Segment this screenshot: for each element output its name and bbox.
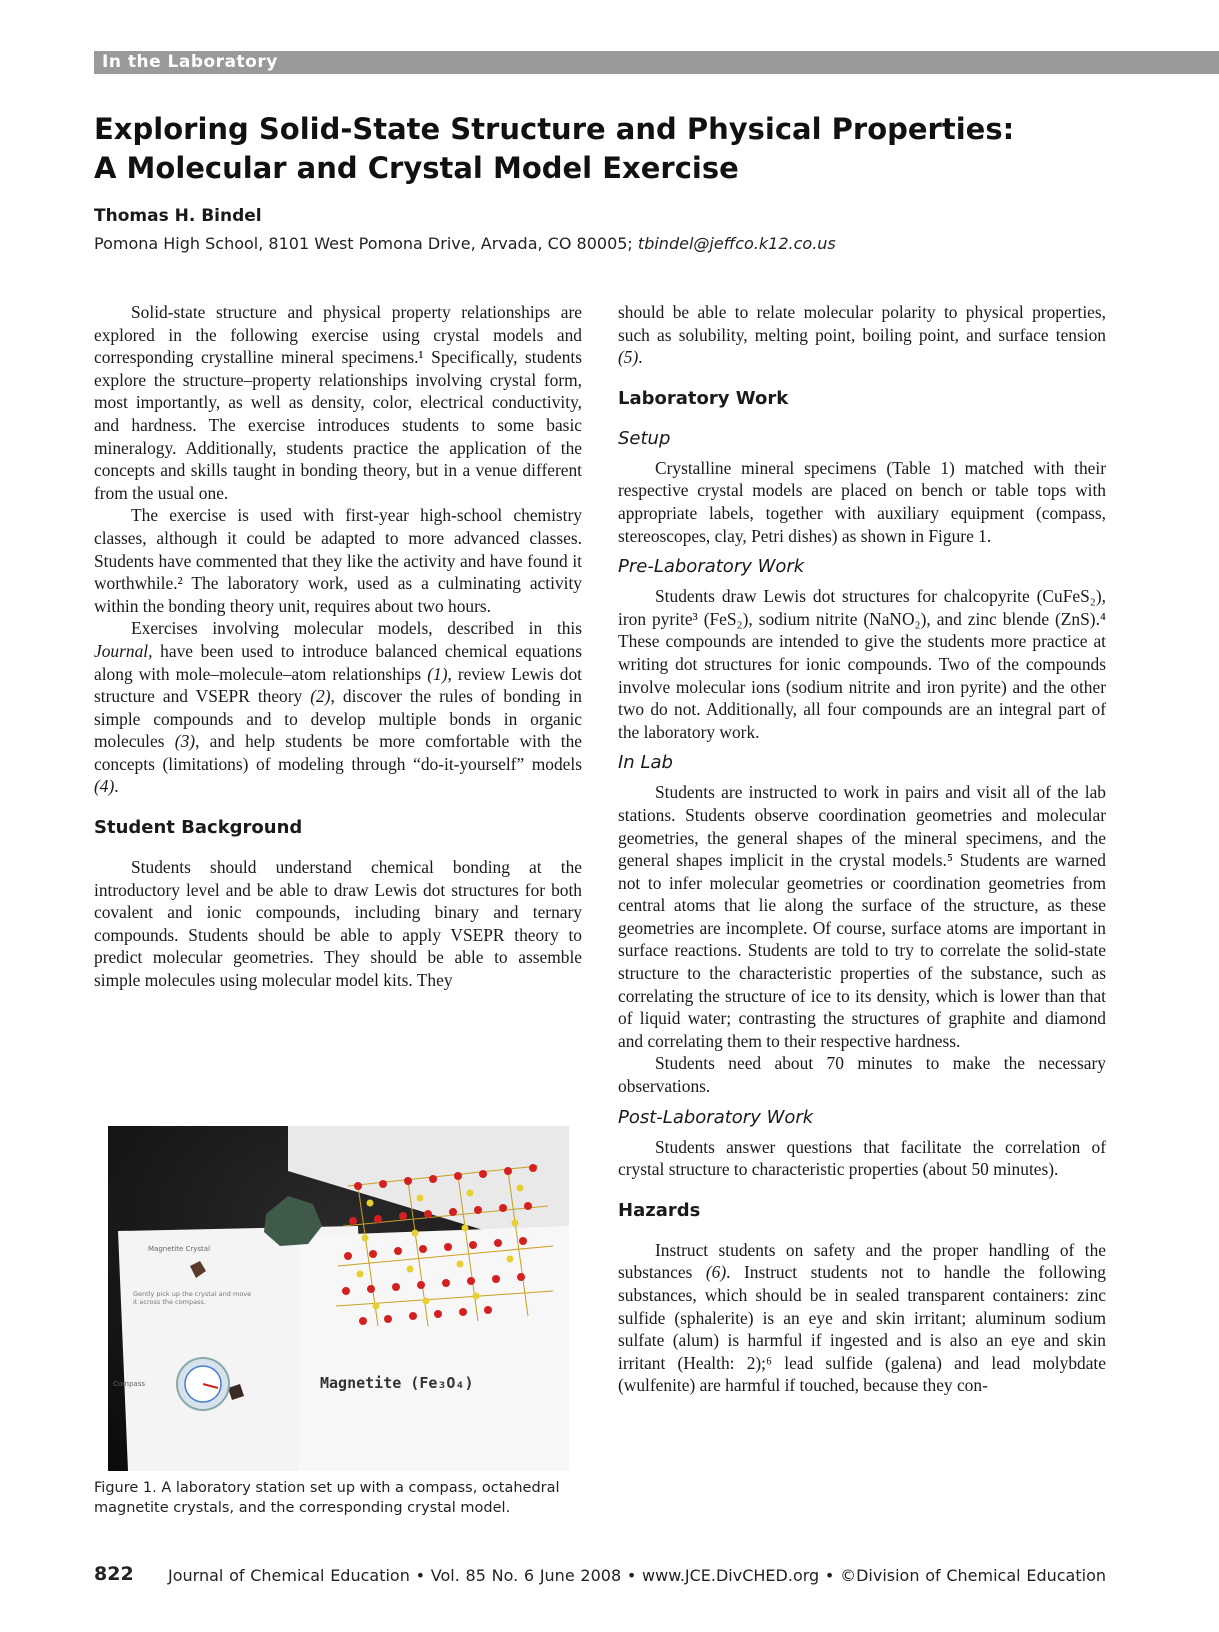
figure-caption: Figure 1. A laboratory station set up with a compass, octahedral magnetite crystals, and the corresponding crystal model. [94, 1480, 560, 1516]
page-number: 822 [94, 1563, 134, 1585]
subsection-heading: In Lab [618, 752, 673, 774]
journal-citation: Journal of Chemical Education • Vol. 85 No. 6 June 2008 • www.JCE.DivCHED.org • ©Division of Chemical Education [168, 1566, 1106, 1585]
section-heading: Student Background [94, 817, 303, 839]
subsection-heading: Pre-Laboratory Work [618, 556, 805, 578]
right-column [618, 301, 1106, 1397]
subsection-heading: Setup [618, 427, 671, 449]
author-name: Thomas H. Bindel [94, 206, 262, 226]
left-column [94, 301, 582, 992]
card-title: Magnetite Crystal [148, 1245, 211, 1253]
section-header-bar [94, 51, 1219, 74]
section-heading: Hazards [618, 1199, 701, 1221]
lab-station-photo [108, 1126, 569, 1471]
figure-1-photo [108, 1126, 569, 1471]
paragraph: should be able to relate molecular polarity to physical properties, such as solubility, melting point, boiling point, and surface tension (5). [618, 302, 1106, 368]
paragraph: Students need about 70 minutes to make the necessary observations. [618, 1053, 1106, 1097]
paragraph: Students should understand chemical bonding at the introductory level and be able to draw Lewis dot structures for both covalent and ionic compounds, including binary and ternary compounds. Students should be able to apply VSEPR theory to predict molecular geometries. They should be able to assemble simple molecules using molecular model kits. They [94, 857, 582, 991]
compass-label: Compass [113, 1380, 146, 1388]
paragraph: Solid-state structure and physical property relationships are explored in the following exercise using crystal models and corresponding crystalline mineral specimens.¹ Specifically, students explore the structure–property relationships involving crystal form, most importantly, as well as density, color, electrical conductivity, and hardness. The exercise introduces students to some basic mineralogy. Additionally, students practice the application of the concepts and skills taught in bonding theory, but in a venue different from the usual one. [94, 302, 582, 503]
title-line-2: A Molecular and Crystal Model Exercise [94, 151, 739, 185]
paragraph: Students answer questions that facilitate the correlation of crystal structure to characteristic properties (about 50 minutes). [618, 1136, 1106, 1180]
subsection-heading: Post-Laboratory Work [618, 1106, 814, 1128]
section-label: In the Laboratory [102, 52, 278, 72]
card-instruction-2: it across the compass. [133, 1298, 206, 1306]
section-heading: Laboratory Work [618, 387, 789, 409]
model-label: Magnetite (Fe₃O₄) [320, 1374, 474, 1392]
affiliation-text: Pomona High School, 8101 West Pomona Drive, Arvada, CO 80005; [94, 234, 633, 253]
title-line-1: Exploring Solid-State Structure and Physical Properties: [94, 112, 1015, 146]
paragraph: Crystalline mineral specimens (Table 1) matched with their respective crystal models are placed on bench or table tops with appropriate labels, together with auxiliary equipment (compass, stereoscopes, clay, Petri dishes) as shown in Figure 1. [618, 457, 1106, 546]
page-footer [94, 1563, 1106, 1585]
paragraph: Exercises involving molecular models, described in this Journal, have been used to introduce balanced chemical equations along with mole–molecule–atom relationships (1), review Lewis dot structure and VSEPR theory (2), discover the rules of bonding in simple compounds and to develop multiple bonds in organic molecules (3), and help students be more comfortable with the concepts (limitations) of modeling through “do-it-yourself” models (4). [94, 618, 582, 797]
paragraph: The exercise is used with first-year high-school chemistry classes, although it could be adapted to more advanced classes. Students have commented that they like the activity and have found it worthwhile.² The laboratory work, used as a culminating activity within the bonding theory unit, requires about two hours. [94, 505, 582, 616]
paragraph: Instruct students on safety and the proper handling of the substances (6). Instruct students not to handle the following substances, which should be in sealed transparent containers: zinc sulfide (sphalerite) is an eye and skin irritant; aluminum sodium sulfate (alum) is harmful if ingested and is also an eye and skin irritant (Health: 2);⁶ lead sulfide (galena) and lead molybdate (wulfenite) are harmful if touched, because they con- [618, 1239, 1106, 1396]
paragraph: Students draw Lewis dot structures for chalcopyrite (CuFeS₂), iron pyrite³ (FeS₂), sodium nitrite (NaNO₂), and zinc blende (ZnS).⁴ These compounds are intended to give the students more practice at writing dot structures for ionic compounds. Two of the compounds involve molecular ions (sodium nitrite and iron pyrite) and the other two do not. Additionally, all four compounds are an integral part of the laboratory work. [618, 586, 1106, 742]
author-affiliation [94, 234, 836, 253]
article-title [94, 110, 1144, 188]
author-email[interactable]: tbindel@jeffco.k12.co.us [637, 234, 836, 253]
model-label-card [298, 1226, 569, 1471]
card-instruction-1: Gently pick up the crystal and move [133, 1290, 252, 1298]
paragraph: Students are instructed to work in pairs and visit all of the lab stations. Students observe coordination geometries and molecular geometries, the general shapes of the mineral specimens, and the general shapes implicit in the crystal models.⁵ Students are warned not to infer molecular geometries or coordination geometries from central atoms that lie along the surface of the structure, as these geometries are incomplete. Of course, surface atoms are important in surface reactions. Students are told to try to correlate the solid-state structure to the characteristic properties of the substance, such as correlating the structure of ice to its density, which is lower than that of liquid water; contrasting the structures of graphite and diamond and correlating them to their respective hardness. [618, 782, 1106, 1051]
